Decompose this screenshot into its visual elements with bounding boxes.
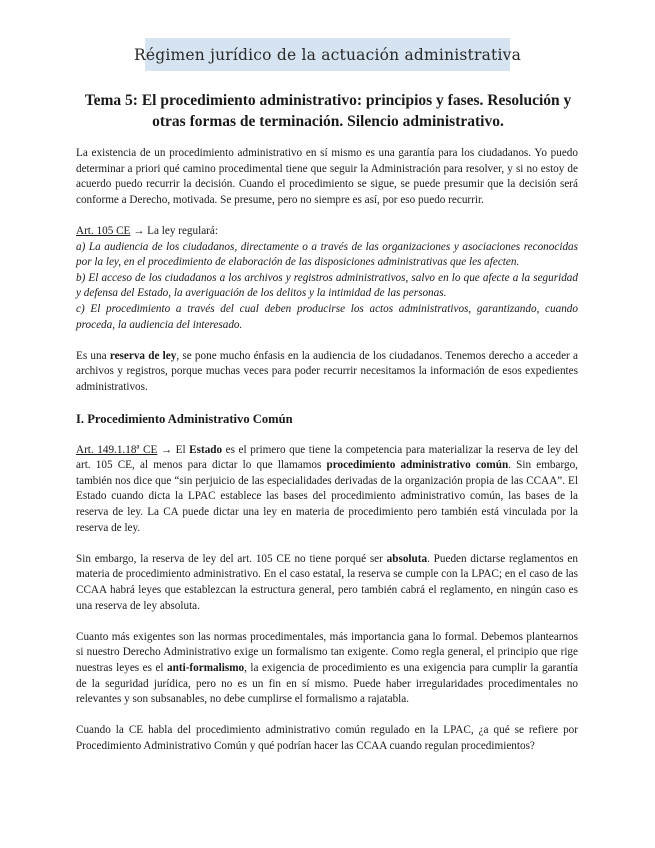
topic-heading-line-2: otras formas de terminación. Silencio administrativo. (152, 113, 504, 130)
absoluta-paragraph (76, 552, 578, 614)
art149-bold-pac: procedimiento administrativo común (326, 459, 509, 472)
art149-paragraph (76, 443, 578, 537)
formalismo-text-2: , la exigencia de procedimiento es una exigencia para cumplir la garantía de la seguridad jurídica, pero no es un fin en sí mismo. Puede haber irregularidades procedimentales no relevantes y son subsanables, no debe cumplirse el formalismo a rajatabla. (76, 662, 578, 706)
reserva-post: , se pone mucho énfasis en la audiencia de los ciudadanos. Tenemos derecho a acceder a archivos y registros, porque muchas veces para poder recurrir necesitamos la información de esos expedientes administrativos. (76, 349, 578, 393)
absoluta-text-2: . Pueden dictarse reglamentos en materia de procedimiento administrativo. En el caso estatal, la reserva se cumple con la LPAC; en el caso de las CCAA habrá leyes que establezcan la estructura general, pero también cabrá el reglamento, en ningún caso es una reserva de ley absoluta. (76, 552, 578, 612)
art105-intro (76, 224, 578, 240)
topic-heading-line-1: Tema 5: El procedimiento administrativo: principios y fases. Resolución y (84, 92, 572, 109)
intro-paragraph: La existencia de un procedimiento administrativo en sí mismo es una garantía para los ciudadanos. Yo puedo determinar a priori qué camino procedimental tiene que seguir la Administración para resolver, y si no estoy de acuerdo puedo recurrir la decisión. Cuando el procedimiento se sigue, se puede presumir que la decisión será conforme a Derecho, motivada. Se presume, pero no siempre es así, por eso puedo recurrir. (76, 147, 578, 206)
question-paragraph: Cuando la CE habla del procedimiento administrativo común regulado en la LPAC, ¿a qué se refiere por Procedimiento Administrativo Común y qué podrían hacer las CCAA cuando regulan procedimientos? (76, 724, 578, 752)
reserva-bold: reserva de ley (109, 349, 177, 362)
banner-title: Régimen jurídico de la actuación administrativa (133, 45, 522, 64)
art149-text-3: . Sin embargo, también nos dice que “sin perjuicio de las especialidades derivadas de la organización propia de las CCAA”. El Estado cuando dicta la LPAC establece las bases del procedimiento administrativo común, las bases de la reserva de ley. La CA puede dictar una ley en materia de procedimiento pero también está vinculada por la reserva de ley. (76, 459, 578, 534)
art105-item-c: c) El procedimiento a través del cual deben producirse los actos administrativos, garantizando, cuando proceda, la audiencia del interesado. (76, 302, 578, 331)
art105-intro-text: La ley regulará: (147, 224, 218, 237)
art105-item-a: a) La audiencia de los ciudadanos, directamente o a través de las organizaciones y asociaciones reconocidas por la ley, en el procedimiento de elaboración de las disposiciones administrativas que les afecten. (76, 240, 578, 269)
section-heading: I. Procedimiento Administrativo Común (76, 412, 293, 427)
art149-bold-estado: Estado (189, 443, 223, 456)
arrow-icon: → (160, 443, 173, 456)
formalismo-paragraph (76, 630, 578, 708)
absoluta-text-1: Sin embargo, la reserva de ley del art. 105 CE no tiene porqué ser (76, 552, 387, 565)
art149-text-2: es el primero que tiene la competencia para materializar la reserva de ley del art. 105 CE, al menos para dictar lo que llamamos (76, 443, 579, 472)
art105-ref: Art. 105 CE (76, 224, 131, 237)
topic-heading (76, 90, 580, 132)
document-body (76, 146, 578, 770)
art149-text-1: El (172, 443, 190, 456)
reserva-paragraph (76, 349, 578, 396)
absoluta-bold: absoluta (386, 552, 428, 565)
formalismo-bold: anti-formalismo (167, 662, 245, 674)
formalismo-text-1: Cuanto más exigentes son las normas procedimentales, más importancia gana lo formal. Debemos plantearnos si nuestro Derecho Administrativo exige un formalismo tan exigente. Como regla general, el principio que rige nuestras leyes es el (76, 630, 578, 674)
art149-ref: Art. 149.1.18ª CE (76, 443, 158, 456)
reserva-pre: Es una (76, 349, 110, 362)
art105-item-b: b) El acceso de los ciudadanos a los archivos y registros administrativos, salvo en lo que afecte a la seguridad y defensa del Estado, la averiguación de los delitos y la intimidad de las personas. (76, 271, 578, 300)
title-banner (133, 38, 522, 71)
arrow-icon: → (133, 224, 145, 237)
